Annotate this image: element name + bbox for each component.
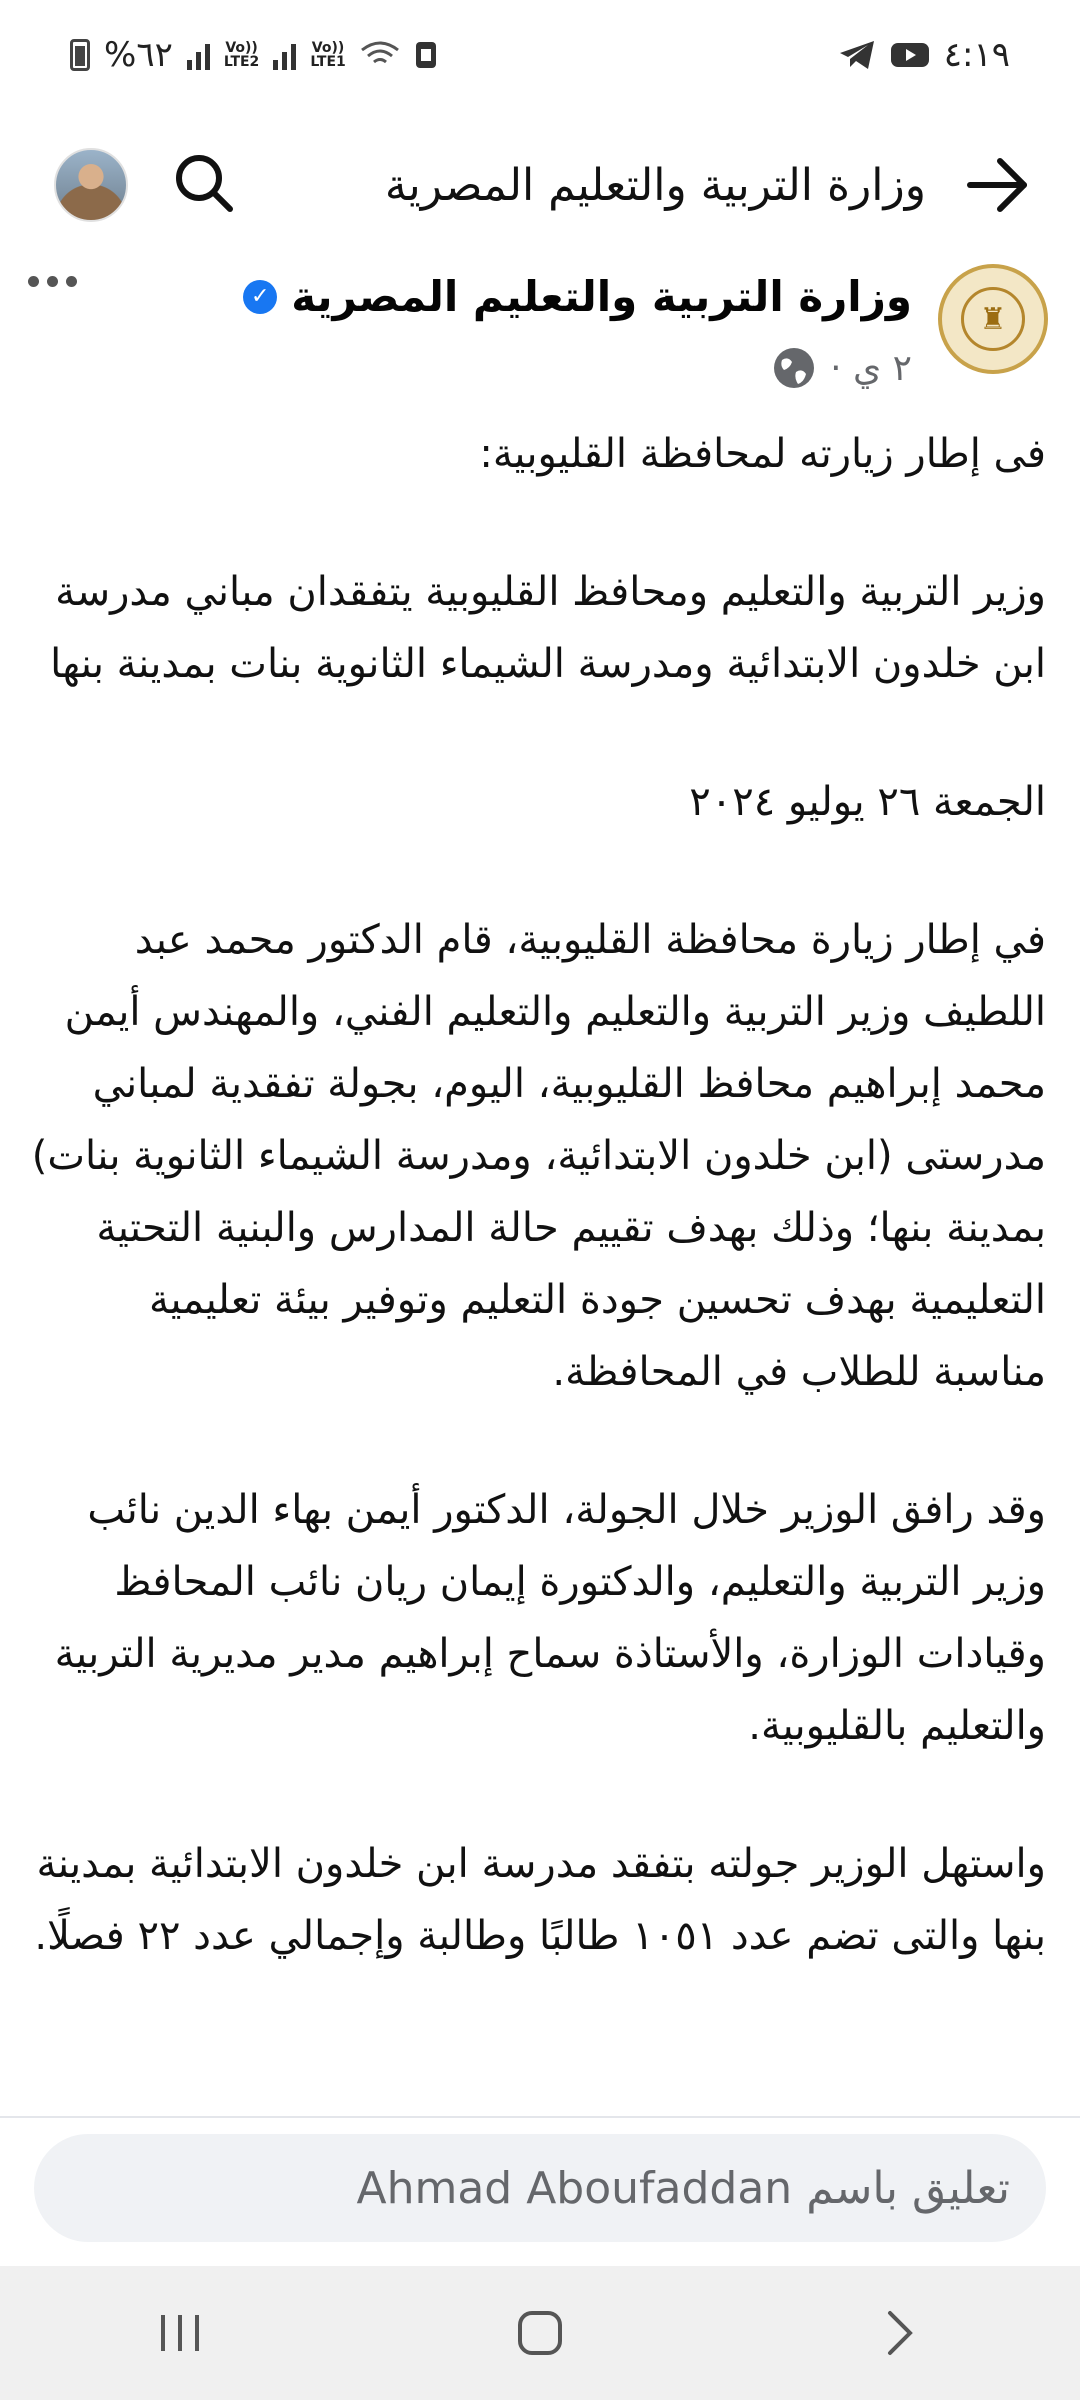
youtube-icon <box>890 40 930 70</box>
notification-icon <box>414 40 438 70</box>
back-button[interactable] <box>966 157 1030 213</box>
more-dot-icon <box>66 276 77 287</box>
telegram-icon <box>838 39 876 71</box>
back-nav-button[interactable] <box>840 2293 960 2373</box>
comment-placeholder: تعليق باسم Ahmad Aboufaddan <box>356 2162 1010 2214</box>
post-header <box>0 262 1080 412</box>
recent-apps-icon <box>155 2311 205 2355</box>
post-meta <box>772 346 912 390</box>
more-dot-icon <box>47 276 58 287</box>
status-right <box>838 35 1010 75</box>
post-time[interactable]: ٢ ي · <box>830 347 912 389</box>
verified-badge-icon: ✓ <box>243 280 277 314</box>
battery-icon <box>70 39 90 71</box>
status-bar <box>0 0 1080 110</box>
home-button[interactable] <box>480 2293 600 2373</box>
chevron-right-icon <box>880 2308 920 2358</box>
comment-input[interactable] <box>34 2134 1046 2242</box>
search-button[interactable] <box>172 151 236 219</box>
header-left <box>54 148 236 222</box>
post-paragraph: في إطار زيارة محافظة القليوبية، قام الدكتور محمد عبد اللطيف وزير التربية والتعليم والتعليم الفني، والمهندس أيمن محمد إبراهيم محافظ القليوبية، اليوم، بجولة تفقدية لمباني مدرستى (ابن خلدون الابتدائية، ومدرسة الشيماء الثانوية بنات) بمدينة بنها؛ وذلك بهدف تقييم حالة المدارس والبنية التحتية التعليمية بهدف تحسين جودة التعليم وتوفير بيئة تعليمية مناسبة للطلاب في المحافظة. <box>31 917 1046 1395</box>
divider <box>0 2116 1080 2118</box>
signal-icon <box>187 40 210 70</box>
post-paragraph: وزير التربية والتعليم ومحافظ القليوبية يتفقدان مباني مدرسة ابن خلدون الابتدائية ومدرسة الشيماء الثانوية بنات بمدينة بنها <box>50 569 1046 687</box>
page-name[interactable]: وزارة التربية والتعليم المصرية <box>291 272 912 321</box>
wifi-icon <box>360 40 400 70</box>
globe-icon <box>772 346 816 390</box>
more-options-button[interactable] <box>28 276 77 287</box>
post-paragraph: الجمعة ٢٦ يوليو ٢٠٢٤ <box>689 779 1046 825</box>
page-title: وزارة التربية والتعليم المصرية <box>384 159 926 211</box>
app-header <box>0 110 1080 260</box>
post-paragraph: وقد رافق الوزير خلال الجولة، الدكتور أيمن بهاء الدين نائب وزير التربية والتعليم، والدكتورة إيمان ريان نائب المحافظ وقيادات الوزارة، والأستاذة سماح إبراهيم مدير مديرية التربية والتعليم بالقليوبية. <box>54 1487 1046 1749</box>
sim2-tag: Vo)) LTE1 <box>310 40 346 70</box>
page-name-row <box>243 272 912 321</box>
clock: ٤:١٩ <box>943 35 1010 75</box>
status-left <box>70 35 438 75</box>
home-icon <box>515 2308 565 2358</box>
header-right <box>385 157 1030 213</box>
recent-apps-button[interactable] <box>120 2293 240 2373</box>
post-body <box>26 418 1046 1972</box>
sim1-tag: Vo)) LTE2 <box>223 40 260 70</box>
arrow-right-icon <box>966 157 1030 213</box>
post-paragraph: فى إطار زيارته لمحافظة القليوبية: <box>479 431 1046 477</box>
eagle-emblem-icon: ♜ <box>961 287 1025 351</box>
signal-icon <box>273 40 296 70</box>
system-nav-bar <box>0 2266 1080 2400</box>
more-dot-icon <box>28 276 39 287</box>
page-logo[interactable] <box>938 264 1048 374</box>
post-paragraph: واستهل الوزير جولته بتفقد مدرسة ابن خلدون الابتدائية بمدينة بنها والتى تضم عدد ١٠٥١ طالبًا وطالبة وإجمالي عدد ٢٢ فصلًا. <box>34 1841 1046 1959</box>
avatar[interactable] <box>54 148 128 222</box>
battery-level: %٦٢ <box>104 35 173 75</box>
search-icon <box>172 151 236 215</box>
